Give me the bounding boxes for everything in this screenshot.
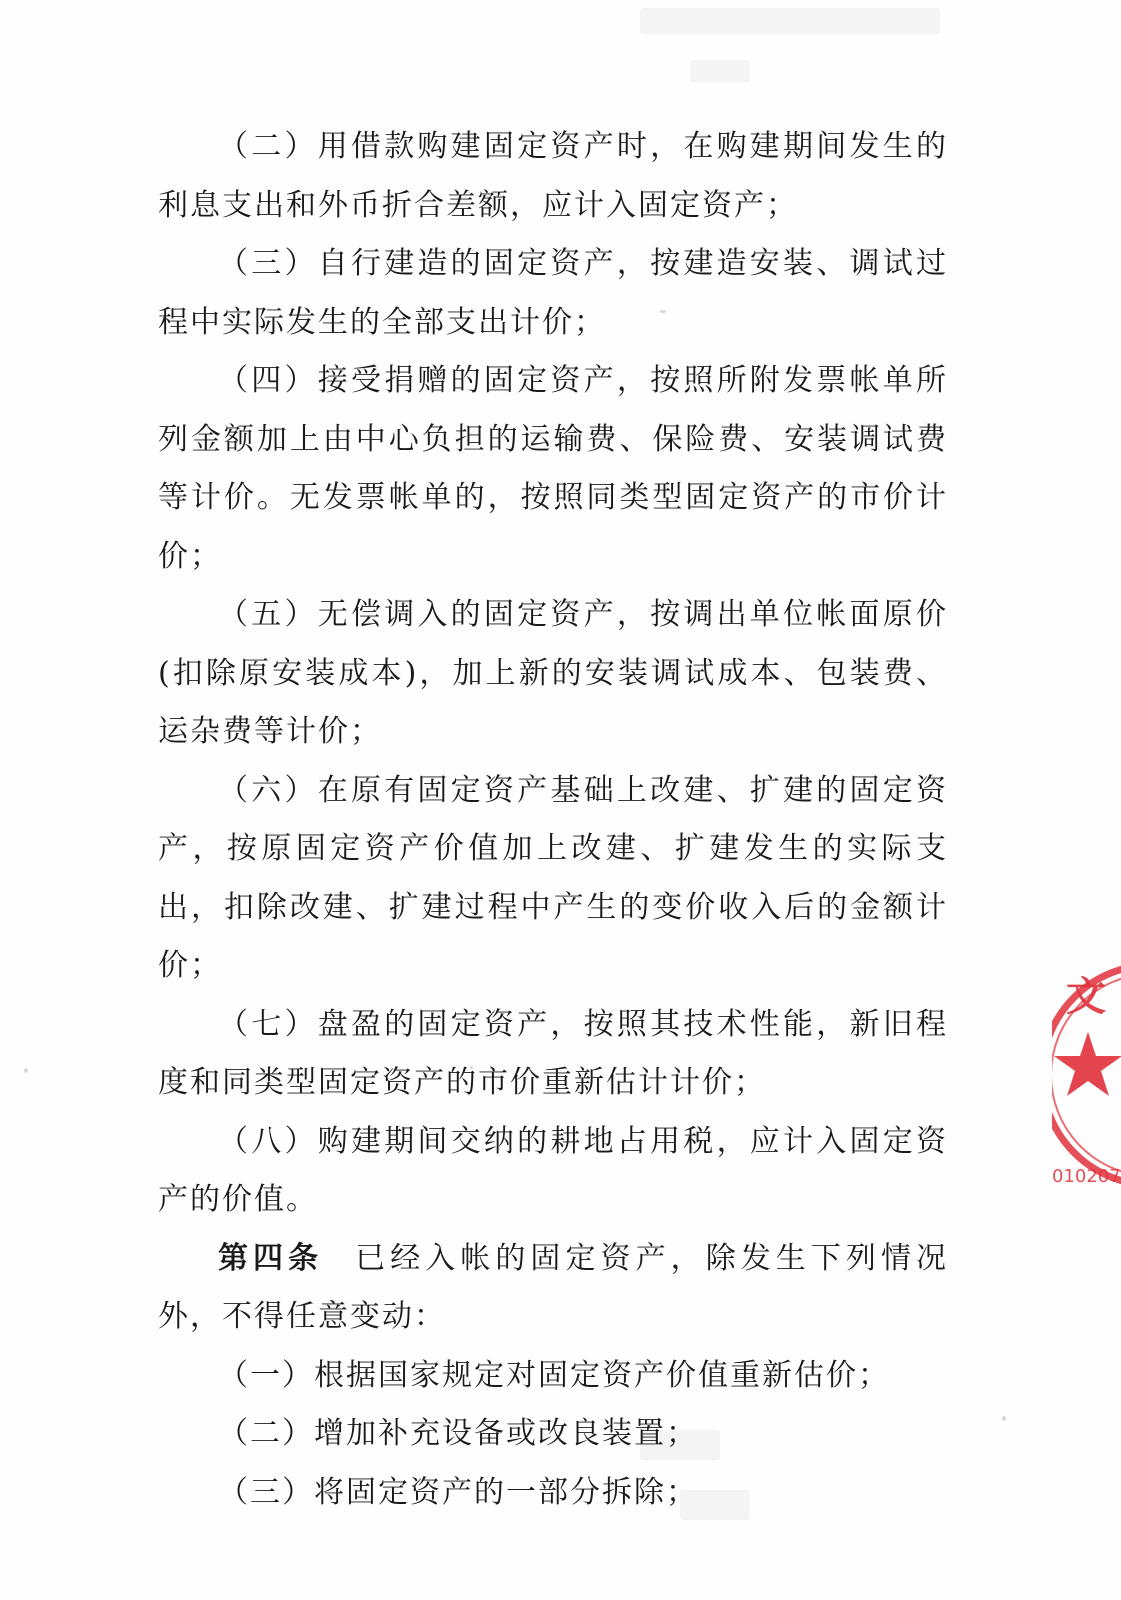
paragraph-item-5: （五）无偿调入的固定资产，按调出单位帐面原价(扣除原安装成本)，加上新的安装调试成本、包装费、运杂费等计价； <box>158 597 948 749</box>
paragraph-item-7: （七）盘盈的固定资产，按照其技术性能，新旧程度和同类型固定资产的市价重新估计计价； <box>158 1006 948 1100</box>
article-4-text: 已经入帐的固定资产，除发生下列情况外，不得任意变动： <box>158 1240 949 1334</box>
seal-code: 010207 <box>1052 1166 1121 1187</box>
sub-item-2: （二）增加补充设备或改良装置； <box>218 1416 698 1451</box>
seal-star-icon <box>1054 1032 1121 1096</box>
seal-text: 文 <box>1066 973 1106 1020</box>
sub-item-3: （三）将固定资产的一部分拆除； <box>218 1474 698 1510</box>
red-seal-stamp <box>1052 960 1121 1190</box>
paragraph-item-4: （四）接受捐赠的固定资产，按照所附发票帐单所列金额加上由中心负担的运输费、保险费、安装调试费等计价。无发票帐单的，按照同类型固定资产的市价计价； <box>158 363 948 574</box>
bleed-through-mark <box>690 60 750 82</box>
paragraph-item-3: （三）自行建造的固定资产，按建造安装、调试过程中实际发生的全部支出计价； <box>158 246 948 340</box>
seal-graphic <box>1052 960 1121 1190</box>
paragraph-item-6: （六）在原有固定资产基础上改建、扩建的固定资产，按原固定资产价值加上改建、扩建发生的实际支出，扣除改建、扩建过程中产生的变价收入后的金额计价； <box>158 772 948 983</box>
sub-item-1: （一）根据国家规定对固定资产价值重新估价； <box>218 1357 890 1393</box>
scan-speck <box>24 1068 28 1073</box>
paragraph-item-2: （二）用借款购建固定资产时，在购建期间发生的利息支出和外币折合差额，应计入固定资产； <box>158 129 948 223</box>
scan-speck <box>1002 1416 1006 1421</box>
bleed-through-mark <box>640 8 940 34</box>
article-4 <box>158 1230 948 1347</box>
article-4-label: 第四条 <box>218 1240 324 1276</box>
document-body <box>158 118 948 1522</box>
paragraph-item-8: （八）购建期间交纳的耕地占用税，应计入固定资产的价值。 <box>158 1123 948 1217</box>
